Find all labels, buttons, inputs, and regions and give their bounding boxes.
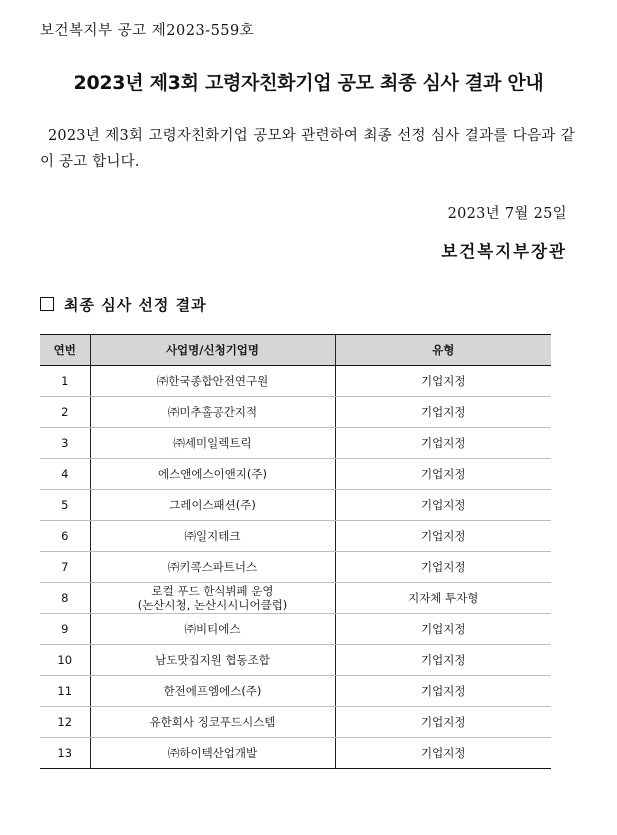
company-name-cell: [90, 676, 335, 707]
row-number: 6: [40, 521, 90, 552]
company-name-cell: [90, 707, 335, 738]
company-name: ㈜비티에스: [184, 622, 241, 636]
column-header-type: 유형: [335, 335, 551, 366]
row-number: 7: [40, 552, 90, 583]
row-number: 10: [40, 645, 90, 676]
row-number: 2: [40, 397, 90, 428]
company-name-cell: [90, 645, 335, 676]
column-header-number: 연번: [40, 335, 90, 366]
table-row: [40, 552, 551, 583]
designation-type: 지자체 투자형: [335, 583, 551, 614]
company-name-cell: [90, 552, 335, 583]
company-name: 유한회사 징코푸드시스템: [149, 715, 276, 729]
table-header-row: [40, 335, 551, 366]
designation-type: 기업지정: [335, 490, 551, 521]
designation-type: 기업지정: [335, 521, 551, 552]
company-name: 한전에프엠에스(주): [163, 684, 262, 698]
row-number: 12: [40, 707, 90, 738]
table-row: [40, 366, 551, 397]
designation-type: 기업지정: [335, 459, 551, 490]
table-row: [40, 428, 551, 459]
designation-type: 기업지정: [335, 738, 551, 769]
company-name: 로컬 푸드 한식뷔페 운영: [151, 584, 274, 598]
row-number: 11: [40, 676, 90, 707]
designation-type: 기업지정: [335, 366, 551, 397]
section-heading-text: 최종 심사 선정 결과: [64, 296, 207, 314]
table-row: [40, 459, 551, 490]
company-name-cell: [90, 397, 335, 428]
company-name: 그레이스패션(주): [169, 498, 256, 512]
document-title: 2023년 제3회 고령자친화기업 공모 최종 심사 결과 안내: [73, 72, 544, 94]
company-name: ㈜키콕스파트너스: [167, 560, 258, 574]
column-header-company: 사업명/신청기업명: [90, 335, 335, 366]
designation-type: 기업지정: [335, 552, 551, 583]
designation-type: 기업지정: [335, 676, 551, 707]
notice-number: 보건복지부 공고 제2023-559호: [40, 23, 255, 39]
company-name: ㈜일지테크: [184, 529, 241, 543]
designation-type: 기업지정: [335, 397, 551, 428]
row-number: 13: [40, 738, 90, 769]
table-row: [40, 583, 551, 614]
table-row: [40, 397, 551, 428]
company-name-cell: [90, 738, 335, 769]
row-number: 4: [40, 459, 90, 490]
table-row: [40, 490, 551, 521]
table-row: [40, 521, 551, 552]
company-name: ㈜한국종합안전연구원: [156, 374, 269, 388]
designation-type: 기업지정: [335, 614, 551, 645]
company-name-cell: [90, 459, 335, 490]
company-name-cell: [90, 490, 335, 521]
table-row: [40, 645, 551, 676]
company-name-cell: [90, 583, 335, 614]
announcement-body: 2023년 제3회 고령자친화기업 공모와 관련하여 최종 선정 심사 결과를 다음과 같이 공고 합니다.: [40, 128, 575, 170]
table-body: [40, 366, 551, 769]
row-number: 3: [40, 428, 90, 459]
results-table: [40, 334, 551, 769]
row-number: 1: [40, 366, 90, 397]
designation-type: 기업지정: [335, 707, 551, 738]
announcement-date: 2023년 7월 25일: [447, 206, 567, 222]
company-name-sub: (논산시청, 논산시시니어클럽): [137, 598, 288, 612]
company-name-cell: [90, 428, 335, 459]
company-name-cell: [90, 614, 335, 645]
table-row: [40, 676, 551, 707]
company-name: 에스앤에스이앤지(주): [158, 467, 267, 481]
designation-type: 기업지정: [335, 428, 551, 459]
row-number: 9: [40, 614, 90, 645]
designation-type: 기업지정: [335, 645, 551, 676]
table-row: [40, 738, 551, 769]
company-name-cell: [90, 366, 335, 397]
company-name: 남도맛집지원 협동조합: [155, 653, 270, 667]
company-name: ㈜하이텍산업개발: [167, 746, 258, 760]
checkbox-square-icon: [40, 297, 54, 311]
section-heading: [40, 294, 207, 315]
table-row: [40, 707, 551, 738]
company-name: ㈜미추홀공간지적: [167, 405, 258, 419]
signatory: 보건복지부장관: [441, 242, 567, 261]
company-name-cell: [90, 521, 335, 552]
row-number: 5: [40, 490, 90, 521]
row-number: 8: [40, 583, 90, 614]
table-row: [40, 614, 551, 645]
company-name: ㈜세미일렉트릭: [173, 436, 252, 450]
